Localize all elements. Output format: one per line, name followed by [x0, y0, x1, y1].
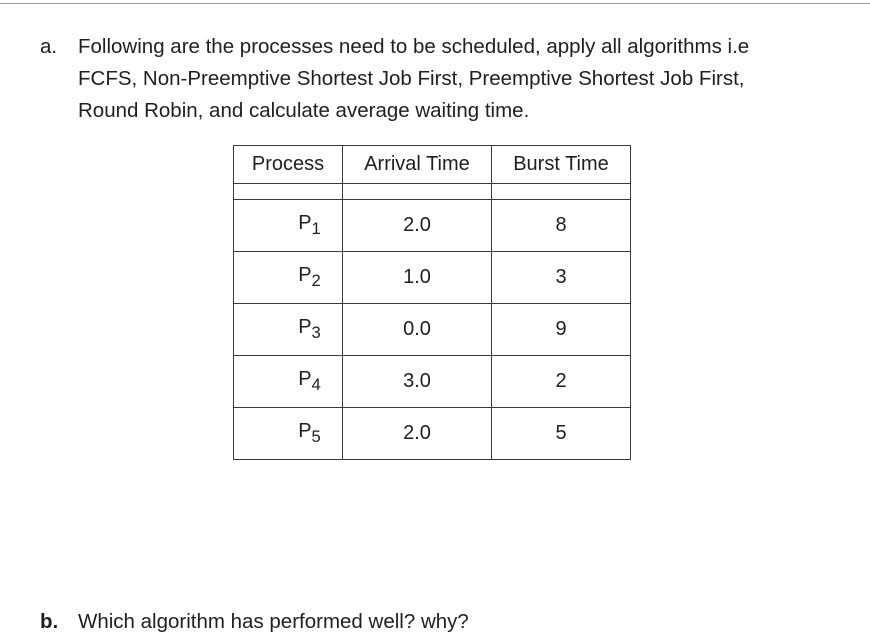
process-letter: P	[298, 368, 312, 390]
burst-cell: 3	[492, 252, 631, 304]
burst-cell: 5	[492, 408, 631, 460]
process-cell	[234, 252, 343, 304]
burst-cell: 8	[492, 200, 631, 252]
question-b-marker: b.	[40, 610, 59, 633]
header-burst-time: Burst Time	[492, 146, 631, 184]
header-arrival-time: Arrival Time	[343, 146, 492, 184]
question-a-line: Round Robin, and calculate average waiting time.	[78, 99, 530, 122]
arrival-cell: 1.0	[343, 252, 492, 304]
process-cell	[234, 408, 343, 460]
process-cell	[234, 356, 343, 408]
process-table	[233, 145, 631, 460]
process-subscript: 3	[311, 323, 321, 342]
process-subscript: 4	[311, 375, 321, 394]
question-a-marker: a.	[40, 35, 58, 58]
table-row	[234, 356, 631, 408]
arrival-cell: 0.0	[343, 304, 492, 356]
question-a-line: FCFS, Non-Preemptive Shortest Job First, Preemptive Shortest Job First,	[78, 67, 745, 90]
question-a-text	[78, 31, 848, 127]
table-header-row	[234, 146, 631, 184]
question-a-line: Following are the processes need to be scheduled, apply all algorithms i.e	[78, 35, 750, 58]
header-process: Process	[234, 146, 343, 184]
table-row	[234, 408, 631, 460]
question-b	[40, 606, 469, 638]
process-subscript: 1	[311, 219, 321, 238]
process-letter: P	[298, 264, 312, 286]
process-cell	[234, 200, 343, 252]
process-letter: P	[298, 420, 312, 442]
process-letter: P	[298, 316, 312, 338]
arrival-cell: 3.0	[343, 356, 492, 408]
table-row	[234, 200, 631, 252]
process-subscript: 2	[311, 271, 321, 290]
top-divider	[0, 3, 870, 4]
burst-cell: 9	[492, 304, 631, 356]
table-row	[234, 252, 631, 304]
process-letter: P	[298, 212, 312, 234]
arrival-cell: 2.0	[343, 200, 492, 252]
process-subscript: 5	[311, 427, 321, 446]
table-spacer-row	[234, 184, 631, 200]
table-row	[234, 304, 631, 356]
arrival-cell: 2.0	[343, 408, 492, 460]
question-b-text: Which algorithm has performed well? why?	[78, 610, 469, 633]
burst-cell: 2	[492, 356, 631, 408]
process-cell	[234, 304, 343, 356]
